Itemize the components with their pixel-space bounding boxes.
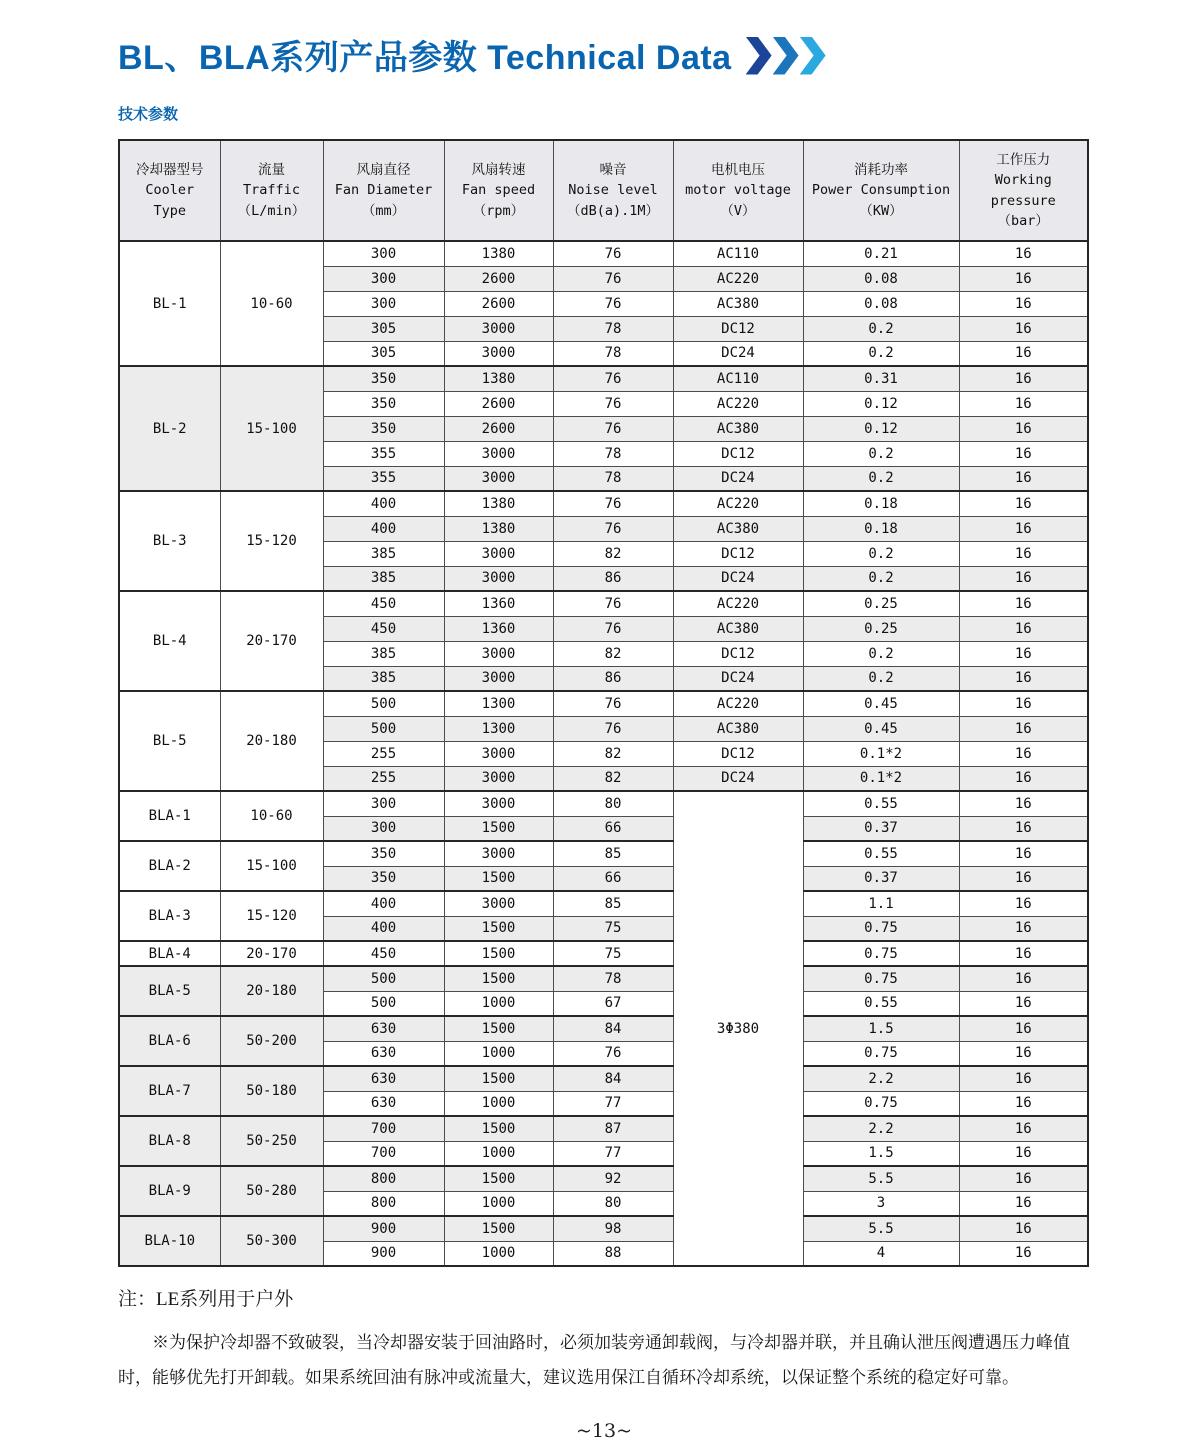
motor-voltage-cell: AC380 bbox=[673, 291, 803, 316]
power-consumption-cell: 0.21 bbox=[803, 241, 959, 266]
column-header: 风扇转速 Fan speed （rpm） bbox=[444, 140, 553, 241]
fan-diameter-cell: 300 bbox=[323, 241, 444, 266]
table-row bbox=[119, 1016, 1088, 1041]
fan-speed-cell: 1000 bbox=[444, 1191, 553, 1216]
power-consumption-cell: 0.75 bbox=[803, 941, 959, 966]
noise-level-cell: 85 bbox=[553, 891, 673, 916]
power-consumption-cell: 0.1*2 bbox=[803, 766, 959, 791]
working-pressure-cell: 16 bbox=[959, 716, 1088, 741]
noise-level-cell: 77 bbox=[553, 1141, 673, 1166]
power-consumption-cell: 0.75 bbox=[803, 916, 959, 941]
noise-level-cell: 84 bbox=[553, 1016, 673, 1041]
table-row bbox=[119, 791, 1088, 816]
model-cell: BLA-10 bbox=[119, 1216, 220, 1266]
fan-diameter-cell: 500 bbox=[323, 691, 444, 716]
working-pressure-cell: 16 bbox=[959, 791, 1088, 816]
motor-voltage-cell: AC380 bbox=[673, 516, 803, 541]
noise-level-cell: 86 bbox=[553, 666, 673, 691]
noise-level-cell: 82 bbox=[553, 741, 673, 766]
fan-diameter-cell: 700 bbox=[323, 1116, 444, 1141]
fan-diameter-cell: 800 bbox=[323, 1166, 444, 1191]
fan-diameter-cell: 305 bbox=[323, 316, 444, 341]
fan-diameter-cell: 255 bbox=[323, 766, 444, 791]
power-consumption-cell: 0.2 bbox=[803, 566, 959, 591]
power-consumption-cell: 3 bbox=[803, 1191, 959, 1216]
power-consumption-cell: 1.5 bbox=[803, 1016, 959, 1041]
fan-speed-cell: 2600 bbox=[444, 391, 553, 416]
fan-speed-cell: 3000 bbox=[444, 766, 553, 791]
column-header: 电机电压 motor voltage （V） bbox=[673, 140, 803, 241]
table-row bbox=[119, 366, 1088, 391]
fan-diameter-cell: 450 bbox=[323, 616, 444, 641]
motor-voltage-cell: AC110 bbox=[673, 366, 803, 391]
table-row bbox=[119, 1116, 1088, 1141]
working-pressure-cell: 16 bbox=[959, 1066, 1088, 1091]
working-pressure-cell: 16 bbox=[959, 1116, 1088, 1141]
page-header bbox=[118, 30, 1090, 79]
fan-speed-cell: 3000 bbox=[444, 341, 553, 366]
motor-voltage-cell: AC220 bbox=[673, 591, 803, 616]
traffic-cell: 10-60 bbox=[220, 241, 323, 366]
motor-voltage-cell: AC220 bbox=[673, 391, 803, 416]
power-consumption-cell: 0.55 bbox=[803, 791, 959, 816]
noise-level-cell: 76 bbox=[553, 616, 673, 641]
working-pressure-cell: 16 bbox=[959, 1241, 1088, 1266]
fan-speed-cell: 1380 bbox=[444, 241, 553, 266]
working-pressure-cell: 16 bbox=[959, 841, 1088, 866]
notes-section bbox=[118, 1284, 1090, 1396]
fan-speed-cell: 1000 bbox=[444, 1241, 553, 1266]
working-pressure-cell: 16 bbox=[959, 241, 1088, 266]
fan-speed-cell: 3000 bbox=[444, 641, 553, 666]
fan-diameter-cell: 630 bbox=[323, 1016, 444, 1041]
fan-speed-cell: 1000 bbox=[444, 991, 553, 1016]
fan-speed-cell: 1500 bbox=[444, 966, 553, 991]
traffic-cell: 50-300 bbox=[220, 1216, 323, 1266]
power-consumption-cell: 0.2 bbox=[803, 341, 959, 366]
column-header: 冷却器型号 Cooler Type bbox=[119, 140, 220, 241]
motor-voltage-cell: DC24 bbox=[673, 566, 803, 591]
working-pressure-cell: 16 bbox=[959, 491, 1088, 516]
traffic-cell: 15-120 bbox=[220, 491, 323, 591]
fan-speed-cell: 1500 bbox=[444, 816, 553, 841]
fan-speed-cell: 1300 bbox=[444, 716, 553, 741]
fan-speed-cell: 1380 bbox=[444, 516, 553, 541]
model-cell: BLA-6 bbox=[119, 1016, 220, 1066]
table-row bbox=[119, 591, 1088, 616]
motor-voltage-cell: AC110 bbox=[673, 241, 803, 266]
fan-diameter-cell: 300 bbox=[323, 816, 444, 841]
noise-level-cell: 87 bbox=[553, 1116, 673, 1141]
fan-speed-cell: 3000 bbox=[444, 541, 553, 566]
working-pressure-cell: 16 bbox=[959, 541, 1088, 566]
chevrons-icon bbox=[746, 37, 827, 75]
noise-level-cell: 76 bbox=[553, 391, 673, 416]
fan-speed-cell: 1380 bbox=[444, 491, 553, 516]
working-pressure-cell: 16 bbox=[959, 641, 1088, 666]
power-consumption-cell: 0.2 bbox=[803, 316, 959, 341]
working-pressure-cell: 16 bbox=[959, 391, 1088, 416]
power-consumption-cell: 0.75 bbox=[803, 1041, 959, 1066]
motor-voltage-cell: AC380 bbox=[673, 716, 803, 741]
noise-level-cell: 78 bbox=[553, 441, 673, 466]
noise-level-cell: 66 bbox=[553, 866, 673, 891]
working-pressure-cell: 16 bbox=[959, 341, 1088, 366]
motor-voltage-cell: DC12 bbox=[673, 441, 803, 466]
motor-voltage-cell: AC220 bbox=[673, 491, 803, 516]
motor-voltage-cell: DC12 bbox=[673, 641, 803, 666]
power-consumption-cell: 0.25 bbox=[803, 616, 959, 641]
model-cell: BLA-8 bbox=[119, 1116, 220, 1166]
column-header: 工作压力 Working pressure （bar） bbox=[959, 140, 1088, 241]
power-consumption-cell: 5.5 bbox=[803, 1216, 959, 1241]
power-consumption-cell: 0.75 bbox=[803, 1091, 959, 1116]
power-consumption-cell: 0.2 bbox=[803, 466, 959, 491]
fan-diameter-cell: 350 bbox=[323, 366, 444, 391]
fan-diameter-cell: 630 bbox=[323, 1091, 444, 1116]
traffic-cell: 10-60 bbox=[220, 791, 323, 841]
traffic-cell: 50-280 bbox=[220, 1166, 323, 1216]
noise-level-cell: 75 bbox=[553, 916, 673, 941]
noise-level-cell: 76 bbox=[553, 491, 673, 516]
power-consumption-cell: 0.2 bbox=[803, 666, 959, 691]
working-pressure-cell: 16 bbox=[959, 691, 1088, 716]
noise-level-cell: 76 bbox=[553, 241, 673, 266]
traffic-cell: 50-200 bbox=[220, 1016, 323, 1066]
table-row bbox=[119, 841, 1088, 866]
fan-diameter-cell: 450 bbox=[323, 591, 444, 616]
fan-speed-cell: 3000 bbox=[444, 441, 553, 466]
fan-speed-cell: 1500 bbox=[444, 916, 553, 941]
traffic-cell: 20-180 bbox=[220, 966, 323, 1016]
traffic-cell: 50-250 bbox=[220, 1116, 323, 1166]
model-cell: BL-3 bbox=[119, 491, 220, 591]
power-consumption-cell: 0.55 bbox=[803, 991, 959, 1016]
fan-diameter-cell: 350 bbox=[323, 416, 444, 441]
traffic-cell: 15-100 bbox=[220, 366, 323, 491]
working-pressure-cell: 16 bbox=[959, 816, 1088, 841]
traffic-cell: 15-100 bbox=[220, 841, 323, 891]
table-row bbox=[119, 1066, 1088, 1091]
fan-diameter-cell: 800 bbox=[323, 1191, 444, 1216]
fan-speed-cell: 1500 bbox=[444, 1016, 553, 1041]
fan-diameter-cell: 355 bbox=[323, 466, 444, 491]
motor-voltage-cell: DC12 bbox=[673, 741, 803, 766]
table-row bbox=[119, 1216, 1088, 1241]
working-pressure-cell: 16 bbox=[959, 741, 1088, 766]
fan-diameter-cell: 305 bbox=[323, 341, 444, 366]
power-consumption-cell: 0.45 bbox=[803, 716, 959, 741]
fan-speed-cell: 2600 bbox=[444, 266, 553, 291]
power-consumption-cell: 0.2 bbox=[803, 541, 959, 566]
fan-speed-cell: 1500 bbox=[444, 1066, 553, 1091]
motor-voltage-cell: DC12 bbox=[673, 316, 803, 341]
fan-diameter-cell: 900 bbox=[323, 1241, 444, 1266]
power-consumption-cell: 0.08 bbox=[803, 291, 959, 316]
working-pressure-cell: 16 bbox=[959, 566, 1088, 591]
model-cell: BLA-4 bbox=[119, 941, 220, 966]
noise-level-cell: 67 bbox=[553, 991, 673, 1016]
power-consumption-cell: 0.37 bbox=[803, 866, 959, 891]
working-pressure-cell: 16 bbox=[959, 1191, 1088, 1216]
fan-speed-cell: 3000 bbox=[444, 891, 553, 916]
noise-level-cell: 76 bbox=[553, 291, 673, 316]
motor-voltage-cell: AC380 bbox=[673, 416, 803, 441]
noise-level-cell: 84 bbox=[553, 1066, 673, 1091]
fan-speed-cell: 1000 bbox=[444, 1041, 553, 1066]
working-pressure-cell: 16 bbox=[959, 441, 1088, 466]
power-consumption-cell: 0.18 bbox=[803, 491, 959, 516]
noise-level-cell: 76 bbox=[553, 591, 673, 616]
note-outdoor: 注：LE系列用于户外 bbox=[118, 1289, 294, 1310]
noise-level-cell: 98 bbox=[553, 1216, 673, 1241]
fan-diameter-cell: 350 bbox=[323, 866, 444, 891]
noise-level-cell: 76 bbox=[553, 1041, 673, 1066]
traffic-cell: 50-180 bbox=[220, 1066, 323, 1116]
noise-level-cell: 86 bbox=[553, 566, 673, 591]
noise-level-cell: 77 bbox=[553, 1091, 673, 1116]
table-row bbox=[119, 966, 1088, 991]
fan-speed-cell: 3000 bbox=[444, 741, 553, 766]
fan-diameter-cell: 300 bbox=[323, 266, 444, 291]
power-consumption-cell: 0.08 bbox=[803, 266, 959, 291]
column-header: 流量 Traffic （L/min） bbox=[220, 140, 323, 241]
noise-level-cell: 78 bbox=[553, 316, 673, 341]
noise-level-cell: 80 bbox=[553, 791, 673, 816]
model-cell: BL-4 bbox=[119, 591, 220, 691]
motor-voltage-cell: DC24 bbox=[673, 766, 803, 791]
traffic-cell: 15-120 bbox=[220, 891, 323, 941]
table-row bbox=[119, 941, 1088, 966]
working-pressure-cell: 16 bbox=[959, 366, 1088, 391]
model-cell: BLA-1 bbox=[119, 791, 220, 841]
fan-diameter-cell: 700 bbox=[323, 1141, 444, 1166]
chevron-right-icon bbox=[800, 37, 826, 75]
motor-voltage-cell: AC220 bbox=[673, 691, 803, 716]
noise-level-cell: 88 bbox=[553, 1241, 673, 1266]
fan-diameter-cell: 630 bbox=[323, 1066, 444, 1091]
fan-diameter-cell: 400 bbox=[323, 516, 444, 541]
fan-speed-cell: 1500 bbox=[444, 1116, 553, 1141]
traffic-cell: 20-180 bbox=[220, 691, 323, 791]
model-cell: BLA-2 bbox=[119, 841, 220, 891]
motor-voltage-cell: DC24 bbox=[673, 341, 803, 366]
noise-level-cell: 76 bbox=[553, 416, 673, 441]
power-consumption-cell: 1.1 bbox=[803, 891, 959, 916]
fan-speed-cell: 3000 bbox=[444, 466, 553, 491]
fan-speed-cell: 1380 bbox=[444, 366, 553, 391]
noise-level-cell: 82 bbox=[553, 766, 673, 791]
power-consumption-cell: 0.75 bbox=[803, 966, 959, 991]
column-header: 噪音 Noise level （dB(a).1M） bbox=[553, 140, 673, 241]
motor-voltage-cell: DC12 bbox=[673, 541, 803, 566]
page-number: ~13~ bbox=[575, 1419, 633, 1442]
fan-speed-cell: 1500 bbox=[444, 1216, 553, 1241]
working-pressure-cell: 16 bbox=[959, 1091, 1088, 1116]
fan-diameter-cell: 300 bbox=[323, 791, 444, 816]
noise-level-cell: 82 bbox=[553, 541, 673, 566]
fan-diameter-cell: 350 bbox=[323, 391, 444, 416]
working-pressure-cell: 16 bbox=[959, 916, 1088, 941]
chevron-right-icon bbox=[746, 37, 772, 75]
working-pressure-cell: 16 bbox=[959, 991, 1088, 1016]
working-pressure-cell: 16 bbox=[959, 416, 1088, 441]
fan-speed-cell: 1000 bbox=[444, 1091, 553, 1116]
working-pressure-cell: 16 bbox=[959, 291, 1088, 316]
noise-level-cell: 76 bbox=[553, 516, 673, 541]
fan-speed-cell: 1000 bbox=[444, 1141, 553, 1166]
power-consumption-cell: 4 bbox=[803, 1241, 959, 1266]
noise-level-cell: 78 bbox=[553, 966, 673, 991]
noise-level-cell: 76 bbox=[553, 266, 673, 291]
technical-data-table bbox=[118, 139, 1089, 1267]
noise-level-cell: 92 bbox=[553, 1166, 673, 1191]
table-header-row bbox=[119, 140, 1088, 241]
fan-speed-cell: 3000 bbox=[444, 666, 553, 691]
noise-level-cell: 76 bbox=[553, 716, 673, 741]
table-row bbox=[119, 1166, 1088, 1191]
working-pressure-cell: 16 bbox=[959, 466, 1088, 491]
power-consumption-cell: 0.55 bbox=[803, 841, 959, 866]
working-pressure-cell: 16 bbox=[959, 266, 1088, 291]
power-consumption-cell: 0.12 bbox=[803, 416, 959, 441]
table-row bbox=[119, 691, 1088, 716]
power-consumption-cell: 0.31 bbox=[803, 366, 959, 391]
working-pressure-cell: 16 bbox=[959, 1141, 1088, 1166]
power-consumption-cell: 0.2 bbox=[803, 641, 959, 666]
table-row bbox=[119, 891, 1088, 916]
working-pressure-cell: 16 bbox=[959, 766, 1088, 791]
working-pressure-cell: 16 bbox=[959, 516, 1088, 541]
motor-voltage-cell: DC24 bbox=[673, 466, 803, 491]
working-pressure-cell: 16 bbox=[959, 666, 1088, 691]
model-cell: BLA-3 bbox=[119, 891, 220, 941]
model-cell: BL-1 bbox=[119, 241, 220, 366]
power-consumption-cell: 0.37 bbox=[803, 816, 959, 841]
fan-speed-cell: 3000 bbox=[444, 841, 553, 866]
power-consumption-cell: 0.1*2 bbox=[803, 741, 959, 766]
noise-level-cell: 75 bbox=[553, 941, 673, 966]
fan-diameter-cell: 400 bbox=[323, 916, 444, 941]
noise-level-cell: 76 bbox=[553, 366, 673, 391]
fan-diameter-cell: 500 bbox=[323, 966, 444, 991]
power-consumption-cell: 1.5 bbox=[803, 1141, 959, 1166]
table-row bbox=[119, 241, 1088, 266]
working-pressure-cell: 16 bbox=[959, 866, 1088, 891]
motor-voltage-cell: AC380 bbox=[673, 616, 803, 641]
column-header: 消耗功率 Power Consumption （KW） bbox=[803, 140, 959, 241]
working-pressure-cell: 16 bbox=[959, 616, 1088, 641]
power-consumption-cell: 0.12 bbox=[803, 391, 959, 416]
fan-diameter-cell: 385 bbox=[323, 641, 444, 666]
motor-voltage-cell: AC220 bbox=[673, 266, 803, 291]
model-cell: BL-2 bbox=[119, 366, 220, 491]
noise-level-cell: 78 bbox=[553, 466, 673, 491]
column-header: 风扇直径 Fan Diameter （mm） bbox=[323, 140, 444, 241]
fan-diameter-cell: 350 bbox=[323, 841, 444, 866]
traffic-cell: 20-170 bbox=[220, 591, 323, 691]
table-body bbox=[119, 241, 1088, 1266]
fan-speed-cell: 3000 bbox=[444, 316, 553, 341]
fan-speed-cell: 3000 bbox=[444, 566, 553, 591]
power-consumption-cell: 2.2 bbox=[803, 1116, 959, 1141]
working-pressure-cell: 16 bbox=[959, 591, 1088, 616]
working-pressure-cell: 16 bbox=[959, 1216, 1088, 1241]
noise-level-cell: 66 bbox=[553, 816, 673, 841]
fan-diameter-cell: 355 bbox=[323, 441, 444, 466]
fan-speed-cell: 1360 bbox=[444, 616, 553, 641]
fan-speed-cell: 1500 bbox=[444, 1166, 553, 1191]
fan-diameter-cell: 300 bbox=[323, 291, 444, 316]
noise-level-cell: 80 bbox=[553, 1191, 673, 1216]
power-consumption-cell: 0.45 bbox=[803, 691, 959, 716]
motor-voltage-merged-cell: 3Φ380 bbox=[673, 791, 803, 1266]
fan-diameter-cell: 900 bbox=[323, 1216, 444, 1241]
fan-diameter-cell: 630 bbox=[323, 1041, 444, 1066]
fan-speed-cell: 2600 bbox=[444, 291, 553, 316]
fan-diameter-cell: 385 bbox=[323, 541, 444, 566]
table-row bbox=[119, 491, 1088, 516]
chevron-right-icon bbox=[773, 37, 799, 75]
power-consumption-cell: 2.2 bbox=[803, 1066, 959, 1091]
power-consumption-cell: 0.18 bbox=[803, 516, 959, 541]
fan-diameter-cell: 255 bbox=[323, 741, 444, 766]
working-pressure-cell: 16 bbox=[959, 941, 1088, 966]
fan-diameter-cell: 385 bbox=[323, 566, 444, 591]
motor-voltage-cell: DC24 bbox=[673, 666, 803, 691]
noise-level-cell: 85 bbox=[553, 841, 673, 866]
fan-speed-cell: 1360 bbox=[444, 591, 553, 616]
fan-diameter-cell: 385 bbox=[323, 666, 444, 691]
model-cell: BLA-9 bbox=[119, 1166, 220, 1216]
fan-diameter-cell: 400 bbox=[323, 491, 444, 516]
model-cell: BLA-7 bbox=[119, 1066, 220, 1116]
model-cell: BL-5 bbox=[119, 691, 220, 791]
power-consumption-cell: 5.5 bbox=[803, 1166, 959, 1191]
working-pressure-cell: 16 bbox=[959, 1041, 1088, 1066]
traffic-cell: 20-170 bbox=[220, 941, 323, 966]
working-pressure-cell: 16 bbox=[959, 1016, 1088, 1041]
fan-diameter-cell: 450 bbox=[323, 941, 444, 966]
working-pressure-cell: 16 bbox=[959, 891, 1088, 916]
fan-diameter-cell: 500 bbox=[323, 716, 444, 741]
noise-level-cell: 78 bbox=[553, 341, 673, 366]
fan-speed-cell: 3000 bbox=[444, 791, 553, 816]
power-consumption-cell: 0.25 bbox=[803, 591, 959, 616]
section-label: 技术参数 bbox=[118, 106, 179, 123]
power-consumption-cell: 0.2 bbox=[803, 441, 959, 466]
note-warning: ※为保护冷却器不致破裂，当冷却器安装于回油路时，必须加装旁通卸载阀，与冷却器并联，并且确认泄压阀遭遇压力峰值时，能够优先打开卸载。如果系统回油有脉冲或流量大，建议选用保江自循环冷却系统，以保证整个系统的稳定好可靠。 bbox=[118, 1333, 1070, 1387]
fan-diameter-cell: 500 bbox=[323, 991, 444, 1016]
fan-speed-cell: 1300 bbox=[444, 691, 553, 716]
page-title: BL、BLA系列产品参数 Technical Data bbox=[118, 39, 732, 77]
noise-level-cell: 76 bbox=[553, 691, 673, 716]
fan-speed-cell: 1500 bbox=[444, 941, 553, 966]
model-cell: BLA-5 bbox=[119, 966, 220, 1016]
fan-speed-cell: 2600 bbox=[444, 416, 553, 441]
working-pressure-cell: 16 bbox=[959, 1166, 1088, 1191]
fan-speed-cell: 1500 bbox=[444, 866, 553, 891]
noise-level-cell: 82 bbox=[553, 641, 673, 666]
working-pressure-cell: 16 bbox=[959, 966, 1088, 991]
working-pressure-cell: 16 bbox=[959, 316, 1088, 341]
fan-diameter-cell: 400 bbox=[323, 891, 444, 916]
